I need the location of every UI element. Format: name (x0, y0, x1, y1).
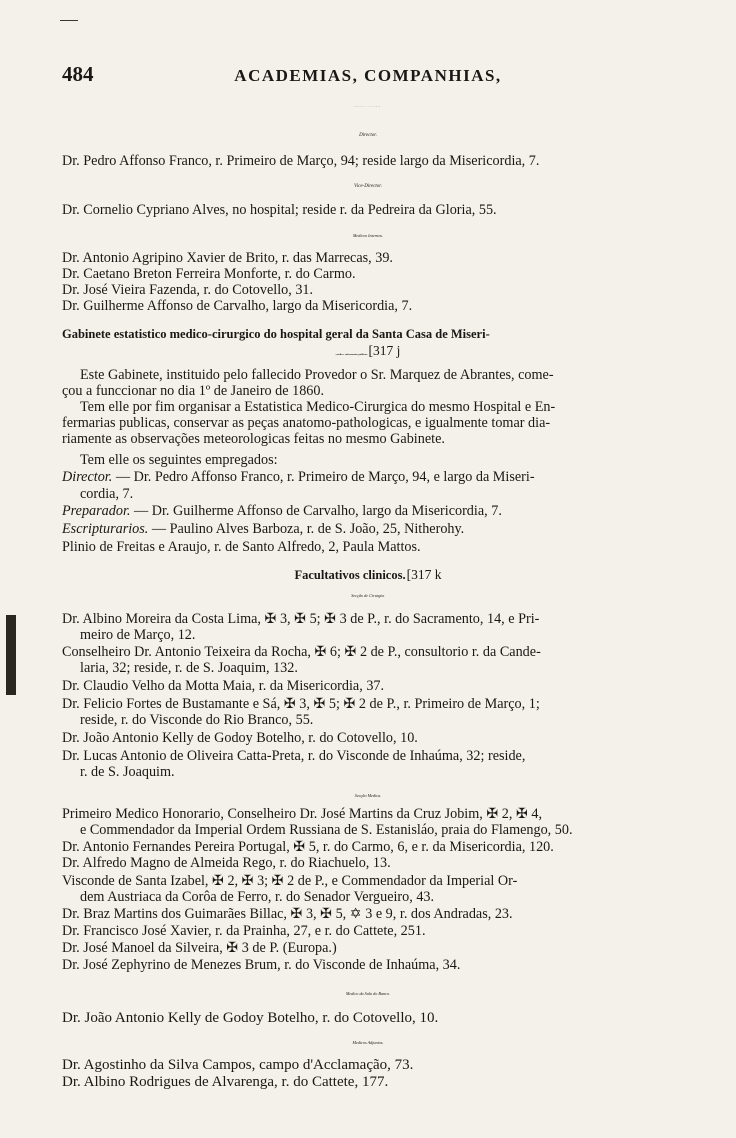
list-item: Dr. José Zephyrino de Menezes Brum, r. do Visconde de Inhaúma, 34. (62, 957, 461, 973)
staff-line: Director. — Dr. Pedro Affonso Franco, r. Primeiro de Março, 94, e largo da Miseri- (62, 469, 535, 485)
list-item: Dr. Agostinho da Silva Campos, campo d'Acclamação, 73. (62, 1057, 414, 1073)
heading-vice-director: Vice-Director. (354, 184, 382, 189)
scan-mark-top (60, 20, 78, 21)
paragraph-line: Este Gabinete, instituido pelo fallecido Provedor o Sr. Marquez de Abrantes, come- (80, 367, 554, 383)
list-item: Visconde de Santa Izabel, ✠ 2, ✠ 3; ✠ 2 de P., e Commendador da Imperial Or- (62, 873, 518, 889)
paragraph-line: Tem elle os seguintes empregados: (80, 452, 278, 468)
staff-line: cordia, 7. (80, 486, 134, 502)
list-item: Dr. José Vieira Fazenda, r. do Cotovello, 31. (62, 282, 314, 298)
section-title: SERVIÇO SANITARIO. (353, 107, 383, 108)
paragraph-line: fermarias publicas, conservar as peças anatomo-pathologicas, e igualmente tomar dia- (62, 415, 551, 431)
paragraph-line: çou a funccionar no dia 1º de Janeiro de 1860. (62, 383, 325, 399)
facultativos-title: Facultativos clinicos. [317 k (294, 567, 442, 582)
list-item: Dr. Albino Rodrigues de Alvarenga, r. do Cattete, 177. (62, 1074, 389, 1090)
list-item: r. de S. Joaquim. (80, 764, 175, 780)
vice-director-entry: Dr. Cornelio Cypriano Alves, no hospital; reside r. da Pedreira da Gloria, 55. (62, 202, 497, 218)
list-item: Dr. Guilherme Affonso de Carvalho, largo da Misericordia, 7. (62, 298, 413, 314)
list-item: Dr. Claudio Velho da Motta Maia, r. da Misericordia, 37. (62, 678, 385, 694)
list-item: e Commendador da Imperial Ordem Russiana de S. Estanisláo, praia do Flamengo, 50. (80, 822, 573, 838)
gabinete-title-line-2: cordia e enfermarias publicas. [317 j (335, 343, 401, 358)
list-item: Dr. Felicio Fortes de Bustamante e Sá, ✠ 3, ✠ 5; ✠ 2 de P., r. Primeiro de Março, 1; (62, 696, 540, 712)
list-item: Dr. José Manoel da Silveira, ✠ 3 de P. (Europa.) (62, 940, 337, 956)
director-entry: Dr. Pedro Affonso Franco, r. Primeiro de Março, 94; reside largo da Misericordia, 7. (62, 153, 540, 169)
list-item: Dr. Albino Moreira da Costa Lima, ✠ 3, ✠ 5; ✠ 3 de P., r. do Sacramento, 14, e Pri- (62, 611, 540, 627)
list-item: Dr. Francisco José Xavier, r. da Prainha, 27, e r. do Cattete, 251. (62, 923, 426, 939)
list-item: Dr. Antonio Fernandes Pereira Portugal, ✠ 5, r. do Carmo, 6, e r. da Misericordia, 120. (62, 839, 554, 855)
list-item: Primeiro Medico Honorario, Conselheiro Dr. José Martins da Cruz Jobim, ✠ 2, ✠ 4, (62, 806, 543, 822)
paragraph-line: riamente as observações meteorologicas feitas no mesmo Gabinete. (62, 431, 445, 447)
list-item: laria, 32; reside, r. de S. Joaquim, 132. (80, 660, 298, 676)
heading-medica: Secção Medica. (354, 793, 382, 798)
list-item: meiro de Março, 12. (80, 627, 196, 643)
list-item: Dr. Caetano Breton Ferreira Monforte, r. do Carmo. (62, 266, 356, 282)
staff-line: Preparador. — Dr. Guilherme Affonso de Carvalho, largo da Misericordia, 7. (62, 503, 502, 519)
list-item: Dr. João Antonio Kelly de Godoy Botelho, r. do Cotovello, 10. (62, 1010, 439, 1026)
list-item: Dr. Lucas Antonio de Oliveira Catta-Preta, r. do Visconde de Inhaúma, 32; reside, (62, 748, 526, 764)
heading-medicos-internos: Medicos Internos. (352, 233, 384, 238)
list-item: Dr. João Antonio Kelly de Godoy Botelho, r. do Cotovello, 10. (62, 730, 418, 746)
staff-line: Escripturarios. — Paulino Alves Barboza, r. de S. João, 25, Nitherohy. (62, 521, 465, 537)
page-number: 484 (62, 62, 94, 86)
heading-sala-banco: Medico da Sala do Banco. (345, 991, 391, 996)
paragraph-line: Tem elle por fim organisar a Estatistica Medico-Cirurgica do mesmo Hospital e En- (80, 399, 556, 415)
gabinete-title-line-1: Gabinete estatistico medico-cirurgico do hospital geral da Santa Casa de Miseri- (62, 327, 490, 341)
heading-adjuntos: Medicos Adjuntos. (352, 1040, 384, 1045)
list-item: Dr. Antonio Agripino Xavier de Brito, r. das Marrecas, 39. (62, 250, 393, 266)
running-header: ACADEMIAS, COMPANHIAS, (234, 66, 502, 85)
scan-mark-edge (6, 615, 16, 695)
staff-line: Plinio de Freitas e Araujo, r. de Santo Alfredo, 2, Paula Mattos. (62, 539, 421, 555)
list-item: Dr. Braz Martins dos Guimarães Billac, ✠ 3, ✠ 5, ✡ 3 e 9, r. dos Andradas, 23. (62, 906, 513, 922)
list-item: Dr. Alfredo Magno de Almeida Rego, r. do Riachuelo, 13. (62, 855, 391, 871)
heading-cirurgia: Secção de Cirurgia. (351, 593, 385, 598)
heading-director: Director. (359, 133, 377, 138)
list-item: dem Austriaca da Corôa de Ferro, r. do Senador Vergueiro, 43. (80, 889, 435, 905)
list-item: Conselheiro Dr. Antonio Teixeira da Rocha, ✠ 6; ✠ 2 de P., consultorio r. da Cande- (62, 644, 541, 660)
list-item: reside, r. do Visconde do Rio Branco, 55. (80, 712, 314, 728)
